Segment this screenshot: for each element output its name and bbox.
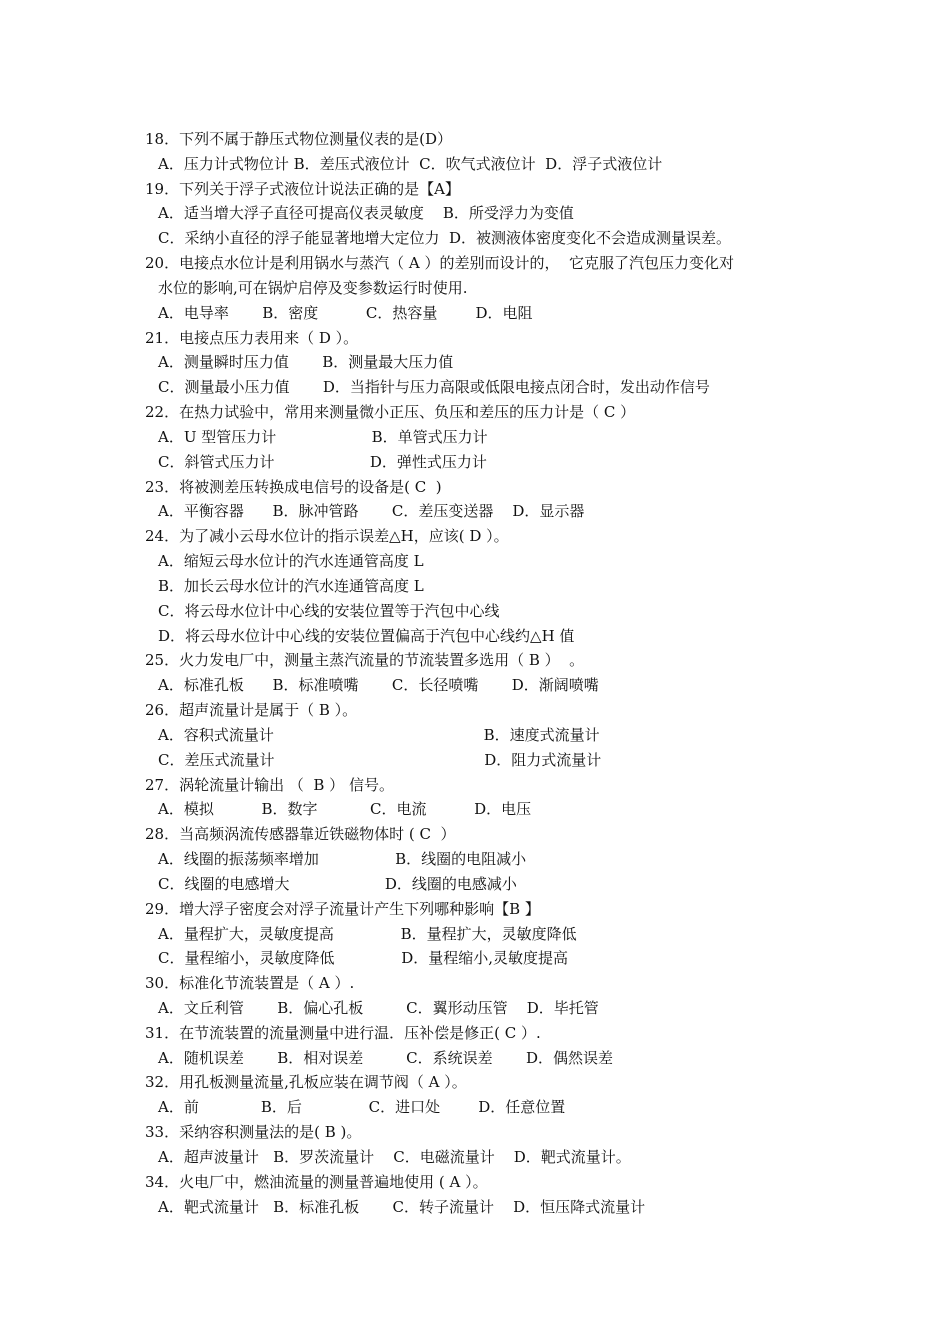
question-line: 28．当高频涡流传感器靠近铁磁物体时 ( C ） xyxy=(145,825,456,844)
options-line: A．压力计式物位计 B．差压式液位计 C．吹气式液位计 D．浮子式液位计 xyxy=(158,154,663,173)
options-line: B．加长云母水位计的汽水连通管高度 L xyxy=(158,576,424,595)
options-line: A．靶式流量计 B．标准孔板 C．转子流量计 D．恒压降式流量计 xyxy=(158,1197,646,1216)
question-line: 29．增大浮子密度会对浮子流量计产生下列哪种影响【B 】 xyxy=(145,899,540,918)
question-line: 23．将被测差压转换成电信号的设备是( C ) xyxy=(145,477,442,496)
options-line: A．随机误差 B．相对误差 C．系统误差 D．偶然误差 xyxy=(158,1048,614,1067)
options-line: A．电导率 B．密度 C．热容量 D．电阻 xyxy=(158,303,533,322)
question-line: 20．电接点水位计是利用锅水与蒸汽（ A ）的差别而设计的， 它克服了汽包压力变化对 xyxy=(145,254,734,273)
question-line: 22．在热力试验中，常用来测量微小正压、负压和差压的压力计是（ C ） xyxy=(145,403,636,422)
question-line: 27．涡轮流量计输出 （ B ） 信号。 xyxy=(145,775,394,794)
question-line: 26．超声流量计是属于（ B ）。 xyxy=(145,701,358,720)
options-line: A．模拟 B．数字 C．电流 D．电压 xyxy=(158,800,532,819)
options-line: A．测量瞬时压力值 B．测量最大压力值 xyxy=(158,353,454,372)
options-line: C．将云母水位计中心线的安装位置等于汽包中心线 xyxy=(158,601,500,620)
options-line: A．平衡容器 B．脉冲管路 C．差压变送器 D．显示器 xyxy=(158,502,585,521)
question-line: 34．火电厂中，燃油流量的测量普遍地使用 ( A ）。 xyxy=(145,1172,488,1191)
options-line: D．将云母水位计中心线的安装位置偏高于汽包中心线约△H 值 xyxy=(158,626,575,645)
question-line: 33．采纳容积测量法的是( B )。 xyxy=(145,1123,362,1142)
options-line: C．采纳小直径的浮子能显著地增大定位力 D．被测液体密度变化不会造成测量误差。 xyxy=(158,229,732,248)
options-line: C．量程缩小，灵敏度降低 D．量程缩小,灵敏度提高 xyxy=(158,949,569,968)
options-line: A．线圈的振荡频率增加 B．线圈的电阻减小 xyxy=(158,850,527,869)
options-line: C．线圈的电感增大 D．线圈的电感减小 xyxy=(158,874,517,893)
question-line: 19．下列关于浮子式液位计说法正确的是【A】 xyxy=(145,179,460,198)
options-line: A．缩短云母水位计的汽水连通管高度 L xyxy=(158,552,424,571)
options-line: A．容积式流量计 B．速度式流量计 xyxy=(158,725,600,744)
options-line: C．斜管式压力计 D．弹性式压力计 xyxy=(158,452,487,471)
question-line: 32．用孔板测量流量,孔板应装在调节阀（ A ）。 xyxy=(145,1073,467,1092)
question-line: 31．在节流装置的流量测量中进行温．压补偿是修正( C ）. xyxy=(145,1023,541,1042)
options-line: A．标准孔板 B．标准喷嘴 C．长径喷嘴 D．渐阔喷嘴 xyxy=(158,676,599,695)
options-line: C．差压式流量计 D．阻力式流量计 xyxy=(158,750,602,769)
options-line: A．超声波量计 B．罗茨流量计 C．电磁流量计 D．靶式流量计。 xyxy=(158,1147,631,1166)
options-line: A．适当增大浮子直径可提高仪表灵敏度 B．所受浮力为变值 xyxy=(158,204,574,223)
options-line: A．U 型管压力计 B．单管式压力计 xyxy=(158,427,488,446)
question-line: 18．下列不属于静压式物位测量仪表的是(D） xyxy=(145,130,452,148)
question-line: 25．火力发电厂中，测量主蒸汽流量的节流装置多选用（ B ） 。 xyxy=(145,651,585,670)
question-line: 30．标准化节流装置是（ A ）. xyxy=(145,974,355,993)
question-line: 21．电接点压力表用来（ D ）。 xyxy=(145,328,359,347)
question-line: 24．为了减小云母水位计的指示误差△H，应该( D ）。 xyxy=(145,527,509,546)
options-line: C．测量最小压力值 D．当指针与压力高限或低限电接点闭合时，发出动作信号 xyxy=(158,378,710,397)
options-line: A．文丘利管 B．偏心孔板 C．翼形动压管 D．毕托管 xyxy=(158,998,599,1017)
options-line: A．前 B．后 C．进口处 D．任意位置 xyxy=(158,1098,566,1117)
document-page xyxy=(0,127,950,1219)
options-line: A．量程扩大，灵敏度提高 B．量程扩大，灵敏度降低 xyxy=(158,924,577,943)
question-continuation: 水位的影响,可在锅炉启停及变参数运行时使用. xyxy=(158,278,468,297)
